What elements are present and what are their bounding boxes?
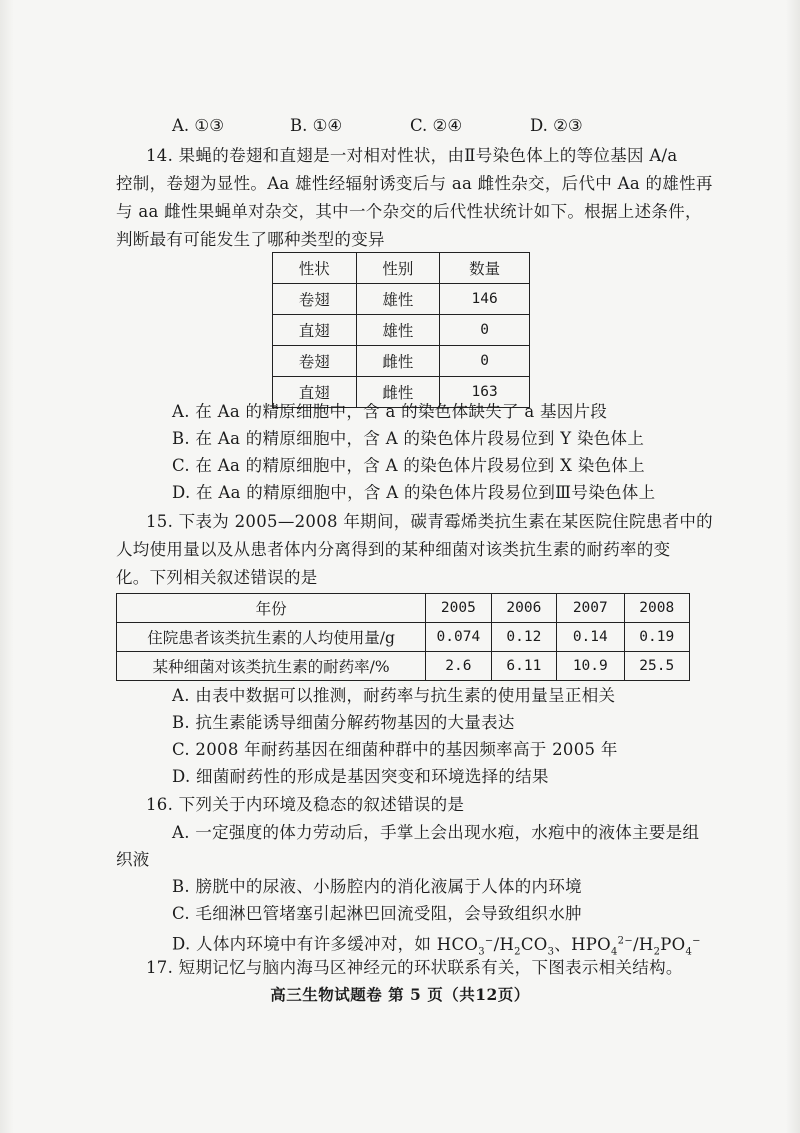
table-header-cell: 数量 <box>440 253 530 284</box>
table-header-row <box>117 594 690 623</box>
q15-stem-line-1: 15. 下表为 2005—2008 年期间，碳青霉烯类抗生素在某医院住院患者中的 <box>146 512 713 531</box>
table-cell: 雌性 <box>356 346 440 377</box>
q15-option-c: C. 2008 年耐药基因在细菌种群中的基因频率高于 2005 年 <box>172 740 618 759</box>
q14-option-a: A. 在 Aa 的精原细胞中，含 a 的染色体缺失了 a 基因片段 <box>172 402 608 421</box>
table-row <box>273 315 530 346</box>
table-cell: 6.11 <box>491 652 556 681</box>
q16-option-c: C. 毛细淋巴管堵塞引起淋巴回流受阻，会导致组织水肿 <box>172 904 582 923</box>
q16-option-d-prefix: D. 人体内环境中有许多缓冲对，如 <box>172 934 437 954</box>
table-cell: 0.12 <box>491 623 556 652</box>
table-cell: 0.074 <box>426 623 491 652</box>
page-footer: 高三生物试题卷 第 5 页（共12页） <box>270 985 530 1004</box>
q16-option-b: B. 膀胱中的尿液、小肠腔内的消化液属于人体的内环境 <box>172 877 582 896</box>
q17-stem: 17. 短期记忆与脑内海马区神经元的环状联系有关，下图表示相关结构。 <box>146 958 683 977</box>
buffer-formula: $HCO_3^-/H_2CO_3$、$HPO_4^{2-}/H_2PO_4^-$ <box>436 934 701 957</box>
q14-option-d: D. 在 Aa 的精原细胞中，含 A 的染色体片段易位到Ⅲ号染色体上 <box>172 483 656 502</box>
q14-stem-line-3: 与 aa 雌性果蝇单对杂交，其中一个杂交的后代性状统计如下。根据上述条件， <box>116 202 702 221</box>
table-header-cell: 性别 <box>356 253 440 284</box>
q14-table <box>272 252 530 408</box>
q13-option-a: A. ①③ <box>172 116 224 135</box>
table-row <box>273 284 530 315</box>
q15-table <box>116 593 690 681</box>
table-cell: 直翅 <box>273 315 357 346</box>
q13-option-c: C. ②④ <box>410 116 463 135</box>
q16-option-a-cont: 织液 <box>116 850 150 869</box>
table-header-cell: 2006 <box>491 594 556 623</box>
table-cell: 0 <box>440 346 530 377</box>
q16-option-a: A. 一定强度的体力劳动后，手掌上会出现水疱，水疱中的液体主要是组 <box>172 823 700 842</box>
table-cell: 2.6 <box>426 652 491 681</box>
q13-option-b: B. ①④ <box>290 116 343 135</box>
q13-option-d: D. ②③ <box>530 116 583 135</box>
table-cell: 0 <box>440 315 530 346</box>
table-cell: 146 <box>440 284 530 315</box>
q14-stem-line-1: 14. 果蝇的卷翅和直翅是一对相对性状，由Ⅱ号染色体上的等位基因 A/a <box>146 146 678 165</box>
table-cell: 某种细菌对该类抗生素的耐药率/% <box>117 652 426 681</box>
q14-option-b: B. 在 Aa 的精原细胞中，含 A 的染色体片段易位到 Y 染色体上 <box>172 429 645 448</box>
table-cell: 雄性 <box>356 315 440 346</box>
table-header-cell: 2008 <box>624 594 689 623</box>
q14-stem-line-4: 判断最有可能发生了哪种类型的变异 <box>116 230 385 249</box>
table-header-cell: 2005 <box>426 594 491 623</box>
table-row <box>273 346 530 377</box>
table-header-cell: 年份 <box>117 594 426 623</box>
table-row <box>117 623 690 652</box>
table-cell: 雌性 <box>356 377 440 408</box>
q15-stem-line-2: 人均使用量以及从患者体内分离得到的某种细菌对该类抗生素的耐药率的变 <box>116 540 671 559</box>
table-cell: 163 <box>440 377 530 408</box>
q14-stem-line-2: 控制，卷翅为显性。Aa 雄性经辐射诱变后与 aa 雌性杂交，后代中 Aa 的雄性再 <box>116 174 713 193</box>
table-cell: 直翅 <box>273 377 357 408</box>
table-cell: 0.19 <box>624 623 689 652</box>
table-header-cell: 性状 <box>273 253 357 284</box>
q14-option-c: C. 在 Aa 的精原细胞中，含 A 的染色体片段易位到 X 染色体上 <box>172 456 645 475</box>
q16-stem: 16. 下列关于内环境及稳态的叙述错误的是 <box>146 795 465 814</box>
table-header-row <box>273 253 530 284</box>
table-cell: 0.14 <box>557 623 624 652</box>
table-cell: 10.9 <box>557 652 624 681</box>
table-row <box>117 652 690 681</box>
table-cell: 卷翅 <box>273 284 357 315</box>
table-cell: 住院患者该类抗生素的人均使用量/g <box>117 623 426 652</box>
q15-stem-line-3: 化。下列相关叙述错误的是 <box>116 568 318 587</box>
table-cell: 25.5 <box>624 652 689 681</box>
table-cell: 雄性 <box>356 284 440 315</box>
q15-option-d: D. 细菌耐药性的形成是基因突变和环境选择的结果 <box>172 767 549 786</box>
q15-option-b: B. 抗生素能诱导细菌分解药物基因的大量表达 <box>172 713 515 732</box>
table-header-cell: 2007 <box>557 594 624 623</box>
table-cell: 卷翅 <box>273 346 357 377</box>
q15-option-a: A. 由表中数据可以推测，耐药率与抗生素的使用量呈正相关 <box>172 686 616 705</box>
